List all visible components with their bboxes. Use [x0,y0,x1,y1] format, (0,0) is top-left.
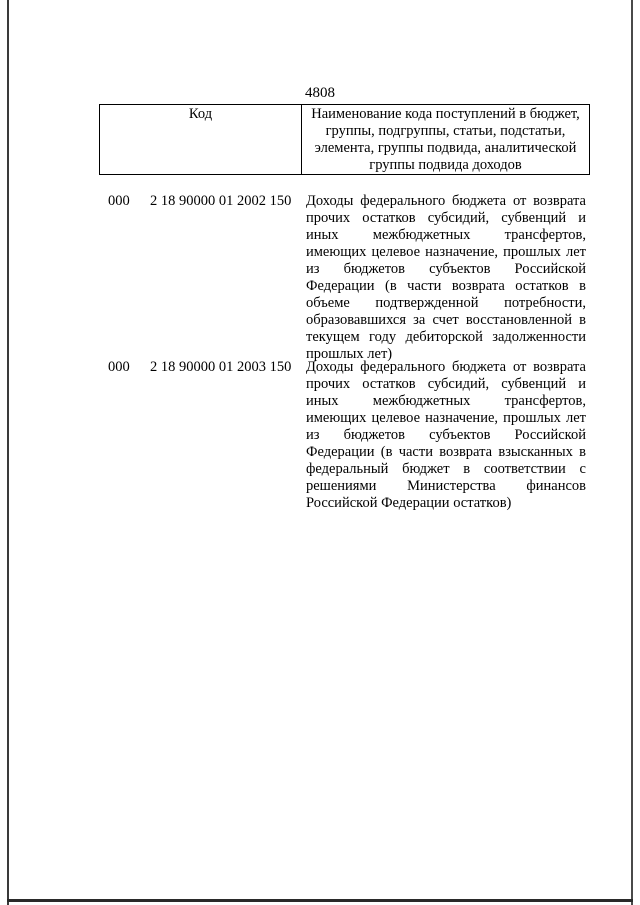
revenue-description: Доходы федерального бюджета от возврата прочих остатков субсидий, субвенций и иных межбюджетных трансфертов, имеющих целевое назначение, прошлых лет из бюджетов субъектов Российской Федерации (в части возврата взысканных в федеральный бюджет в соответствии с решениями Министерства финансов Российской Федерации остатков) [306,359,586,511]
revenue-code: 2 18 90000 01 2003 150 [150,359,292,375]
scan-border-bottom [7,899,633,902]
admin-code: 000 [108,193,130,209]
header-code-cell: Код [100,105,302,175]
header-name-cell: Наименование кода поступлений в бюджет, группы, подгруппы, статьи, подстатьи, элемента, группы подвида, аналитической группы подвида доходов [302,105,590,175]
revenue-description: Доходы федерального бюджета от возврата прочих остатков субсидий, субвенций и иных межбюджетных трансфертов, имеющих целевое назначение, прошлых лет из бюджетов субъектов Российской Федерации (в части возврата остатков в объеме подтвержденной потребности, образовавшихся за счет восстановленной в текущем году дебиторской задолженности прошлых лет) [306,193,586,362]
page-number: 4808 [305,85,335,101]
revenue-code: 2 18 90000 01 2002 150 [150,193,292,209]
scan-border-left [7,0,9,905]
admin-code: 000 [108,359,130,375]
scan-border-right [631,0,633,905]
table-header [99,104,590,175]
